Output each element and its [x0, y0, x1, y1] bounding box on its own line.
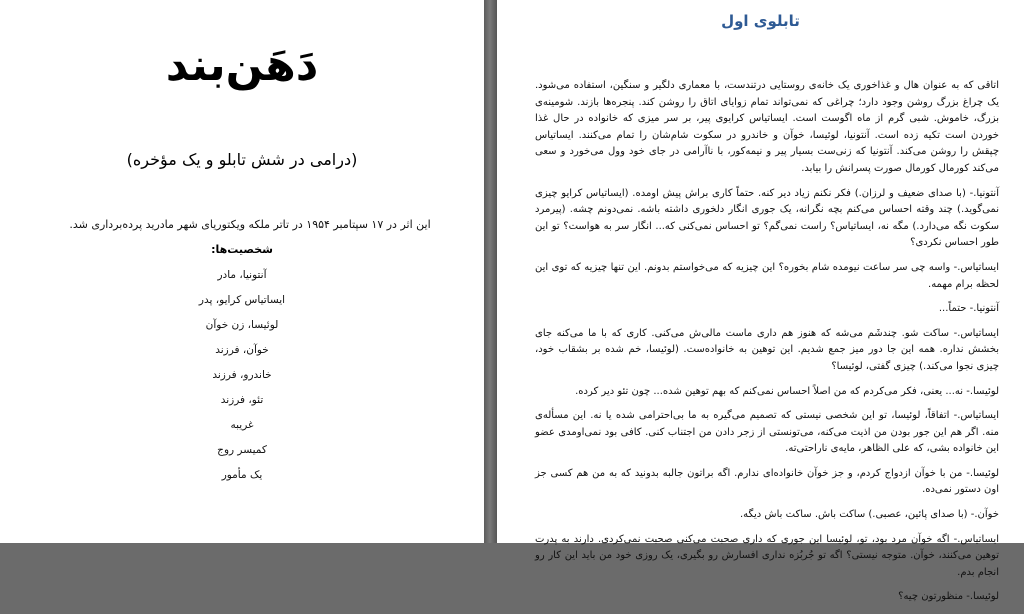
- cast-list: [0, 268, 484, 493]
- cast-heading: شخصیت‌ها:: [211, 243, 273, 256]
- play-title: دَهَن‌بند: [165, 40, 319, 91]
- paragraph: لوئیسا.- من با خوآن ازدواج کردم، و جز خوآن خانواده‌ای ندارم. اگه براتون جالبه بدونید که به من هم کسی جز اون دستور نمی‌ده.: [535, 467, 999, 496]
- paragraph: آنتونیا.- حتماً...: [938, 303, 999, 315]
- cast-item: کمیسر روج: [217, 444, 267, 456]
- right-page: [497, 0, 1024, 603]
- cast-item: خوآن، فرزند: [215, 344, 269, 356]
- premiere-note: این اثر در ۱۷ سپتامبر ۱۹۵۴ در تاتر ملکه ویکتوریای شهر مادرید پرده‌برداری شد.: [69, 218, 431, 231]
- cast-item: ایساتیاس کرایو، پدر: [198, 294, 286, 306]
- left-page: [0, 0, 484, 543]
- paragraph: خوآن.- (با صدای پائین، عصبی.) ساکت باش. ساکت باش دیگه.: [739, 509, 999, 521]
- cast-item: یک مأمور: [221, 469, 263, 481]
- section-title: تابلوی اول: [721, 12, 800, 30]
- cast-item: لوئیسا، زن خوآن: [205, 319, 279, 331]
- paragraph: ایساتیاس.- واسه چی سر ساعت نیومده شام بخوره؟ این چیزیه که می‌خواستم بدونم. این تنها چیزیه که توی این لحظه برام مهمه.: [535, 261, 999, 290]
- play-subtitle: (درامی در شش تابلو و یک مؤخره): [126, 150, 358, 169]
- paragraph: آنتونیا.- (با صدای ضعیف و لرزان.) فکر نکنم زیاد دیر کنه. حتماً کاری براش پیش اومده. (ایساتیاس کرایو چیزی نمی‌گوید.) چند وقته احساس می‌کنم بچه نگرانه، یک جوری انگار دلخوری داشته باشه. نمی‌دونم چشه. (پیرمرد سکوت نگه می‌دارد.) مگه نه، ایساتیاس؟ راست نمی‌گم؟ تو احساس نمی‌کنی که... انگار سر به هواست؟ تو این طور احساس نکردی؟: [535, 187, 999, 249]
- cast-item: غریبه: [230, 419, 254, 431]
- paragraph: لوئیسا.- نه... یعنی، فکر می‌کردم که من اصلاً احساس نمی‌کنم که بهم توهین شده... چون تئو دیر کرده.: [575, 385, 999, 397]
- paragraph: اتاقی که به عنوان هال و غذاخوری یک خانه‌ی روستایی درتندست، با معماری دلگیر و سنگین، استفاده می‌شود. یک چراغ بزرگ روشن وجود دارد؛ چراغی که نمی‌تواند تمام زوایای اتاق را روشن کند. پنجره‌ها بازند. شومینه‌ی بزرگ، خاموش. شبی گرم از ماه اگوست است. ایساتیاس کرایوی پیر، بر سر میزی که خانواده در حال غذا خوردن است تکیه زده است. آنتونیا، لوئیسا، خوآن و خاندرو در سکوت شام‌شان را تمام می‌کنند. ایساتیاس چپقش را روشن می‌کند. آنتونیا که زنی‌ست بسیار پیر و نیمه‌کور، با ناآرامی در جای خود وول می‌خورد و سعی می‌کند کورمال کورمال صورت پسرانش را بیابد.: [535, 80, 999, 174]
- paragraph: ایساتیاس.- اگه خوآن مرد بود، تو، لوئیسا این جوری که داری صحبت می‌کنی صحبت نمی‌کردی. دارند به پدرت توهین می‌کنند، خوآن. متوجه نیستی؟ اگه تو جُربُزه نداری افسارش رو بگیری، یک روزی خود من باید این کار رو انجام بدم.: [535, 533, 999, 578]
- paragraph: ایساتیاس.- اتفاقاً، لوئیسا، تو این شخصی نیستی که تصمیم می‌گیره به ما بی‌احترامی شده یا نه. این مسأله‌ی منه. اگر هم این جور بودن من اذیت می‌کنه، می‌تونستی از زجر دادن من اجتناب کنی. کافی بود نمی‌اومدی عضو این خانواده بشی، که علی الظاهر، مایه‌ی ناراحتی‌ته.: [535, 410, 999, 455]
- page-gutter: [484, 0, 497, 543]
- cast-item: تئو، فرزند: [220, 394, 264, 406]
- cast-item: خاندرو، فرزند: [212, 369, 272, 381]
- paragraph: ایساتیاس.- ساکت شو. چندشَم می‌شه که هنوز هم داری ماست مالی‌ش می‌کنی. کاری که با ما می‌کنه جای بخشش نداره. همه این جا دور میز جمع شدیم. این توهین به خانواده‌ست. (لوئیسا، خم شده بر بشقاب خود، چیزی نجوا می‌کند.) چیزی گفتی، لوئیسا؟: [535, 327, 999, 372]
- paragraph: لوئیسا.- منظورتون چیه؟: [898, 591, 999, 603]
- cast-item: آنتونیا، مادر: [217, 269, 267, 281]
- body-text: [535, 78, 999, 614]
